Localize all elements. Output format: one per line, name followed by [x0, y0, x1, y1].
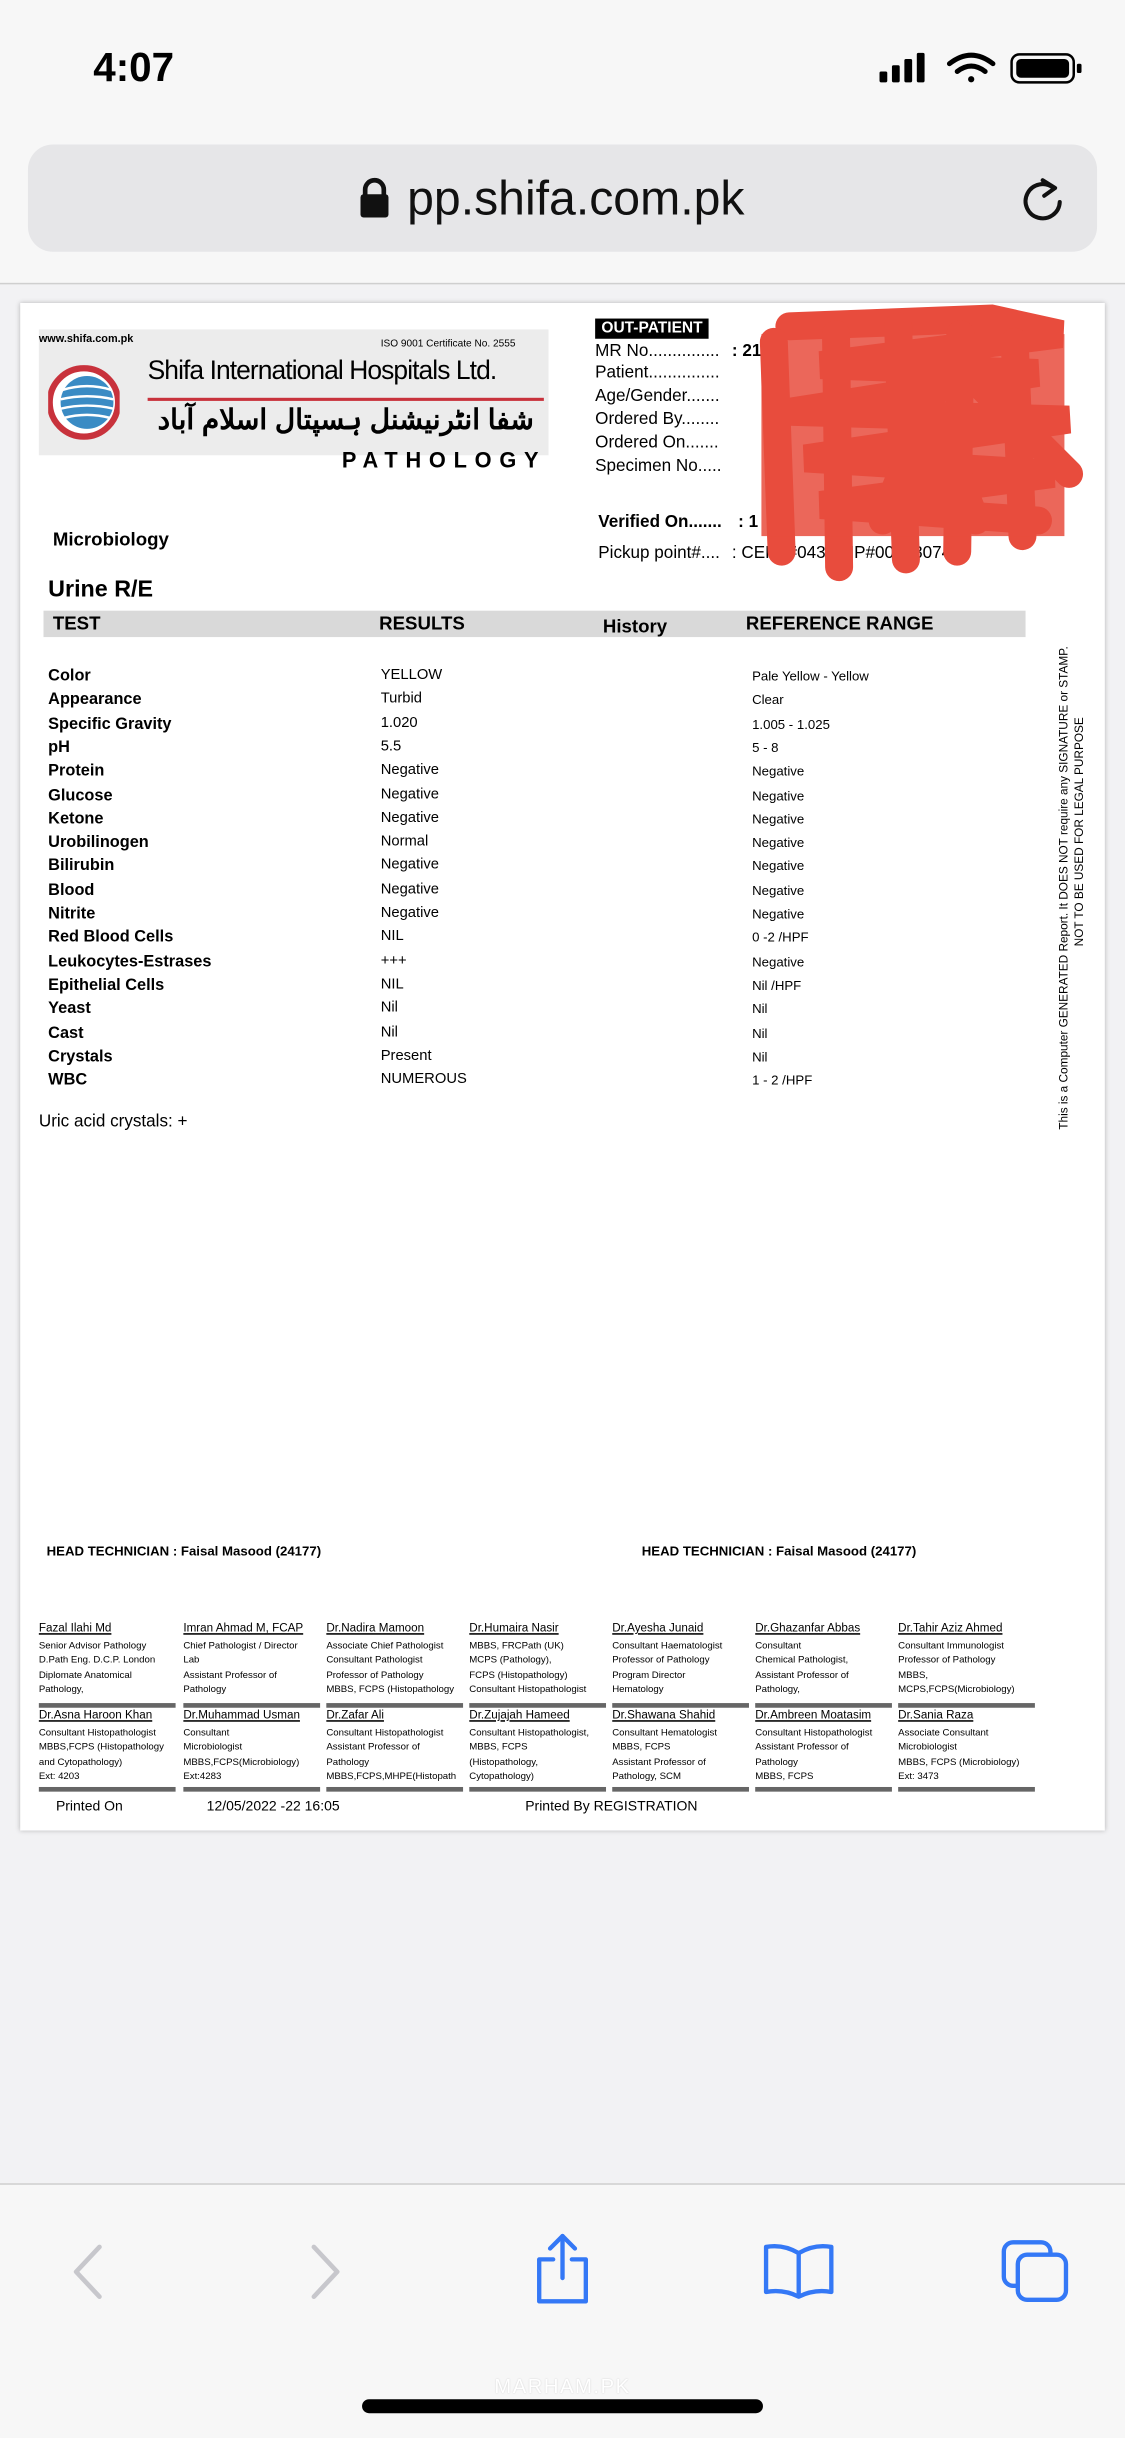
test-name: Specific Gravity: [48, 714, 172, 733]
logo-divider: [148, 398, 544, 401]
doctor-credentials: [469, 1639, 612, 1697]
doctor-entry: [755, 1621, 898, 1697]
lock-icon: [359, 177, 390, 219]
browser-chrome: [0, 0, 1125, 284]
doctor-credentials: [469, 1726, 612, 1784]
doctor-credentials: [183, 1639, 326, 1697]
test-reference: 1 - 2 /HPF: [752, 1072, 813, 1088]
test-reference: 0 -2 /HPF: [752, 929, 809, 946]
mr-no-value: 21: [742, 341, 762, 361]
test-result: 1.020: [380, 714, 418, 732]
test-result: Negative: [380, 904, 439, 922]
test-result: YELLOW: [380, 666, 443, 684]
column-history: History: [602, 615, 668, 638]
lab-report: www.shifa.com.pk ISO 9001 Certificate No. 2555 Shifa International Hospitals Ltd. شفا انٹرنیشنل ہسپتال اسلام آباد PATHOLOGY OUT-PATIENT MR No............... Patient............... Age/Gender....... Ordered By........ Ordered On....... Specimen No..... : 21 Verified On....... : 1 Pickup point#.... : CERT#0434 MP#00678074 Microbiology Urine R/E TEST RESULTS History REFERENCE RANGE Color YELLOW Pale Yellow - Yellow Appearance Turbid Clear Specific Gravity 1.020 1.005 - 1.025 pH 5.5 5 - 8 Protein Negative Negative Glucose Negative Negative Ketone Negative Negative Urobilinogen Normal Negative Bilirubin Negative Negative Blood Negative Negative Nitrite Negative Negative Red Blood Cells NIL 0 -2 /HPF Leukocytes-Estrases +++ Negative Epithelial Cells NIL Nil /HPF Yeast Nil Nil Cast Nil Nil Crystals Present Nil WBC NUMEROUS 1 - 2 /HPF Uric acid crystals: + This is a Computer GENERATED Report. It DOES NOT require any SIGNATURE or STAMP. NOT TO BE USED FOR LEGAL PURPOSE HEAD TECHNICIAN : Faisal Masood (24177) HEAD TECHNICIAN : Faisal Masood (24177) Fazal Ilahi Md Senior Advisor Pathology D.Path Eng. D.C.P. London Diplomate Anatomical Pathology, Imran Ahmad M, FCAP Chief Pathologist / Director Lab Assistant Professor of Pathology Dr.Nadira Mamoon Associate Chief Pathologist Consultant Pathologist Professor of Pathology MBBS, FCPS (Histopathology Dr.Humaira Nasir MBBS, FRCPath (UK) MCPS (Pathology), FCPS (Histopathology) Consultant Histopathologist Dr.Ayesha Junaid Consultant Haematologist Professor of Pathology Program Director Hematology Dr.Ghazanfar Abbas Consultant Chemical Pathologist, Assistant Professor of Pathology, Dr.Tahir Aziz Ahmed Consultant Immunologist Professor of Pathology MBBS, MCPS,FCPS(Microbiology) Dr.Asna Haroon Khan Consultant Histopathologist MBBS,FCPS (Histopathology and Cytopathology) Ext: 4203 Dr.Muhammad Usman Consultant Microbiologist MBBS,FCPS(Microbiology) Ext:4283 Dr.Zafar Ali Consultant Histopathologist Assistant Professor of Pathology MBBS,FCPS,MHPE(Histopath Dr.Zujajah Hameed Consultant Histopathologist, MBBS, FCPS (Histopathology, Cytopathology) Dr.Shawana Shahid Consultant Hematologist MBBS, FCPS Assistant Professor of Pathology, SCM Dr.Ambreen Moatasim Consultant Histopathologist Assistant Professor of Pathology MBBS, FCPS Dr.Sania Raza Associate Consultant Microbiologist MBBS, FCPS (Microbiology) Ext: 3473 Printed On 12/05/2022 -22 16:05 Printed By REGISTRATION: [20, 303, 1105, 1830]
credential-line: Consultant Histopathologist,: [469, 1727, 590, 1739]
credential-line: MBBS, FCPS (Histopathology: [326, 1684, 455, 1696]
doctor-credentials: [326, 1726, 469, 1784]
signature-line: [469, 1787, 606, 1792]
forward-icon[interactable]: [308, 2242, 345, 2301]
test-reference: Nil: [752, 1001, 768, 1017]
credential-line: Hematology: [612, 1684, 664, 1696]
section-title: Microbiology: [52, 528, 169, 551]
bookmarks-icon[interactable]: [761, 2241, 836, 2300]
doctor-name: Dr.Nadira Mamoon: [326, 1620, 425, 1635]
mr-no-label: MR No...............: [595, 341, 720, 361]
signature-line: [612, 1787, 749, 1792]
credential-line: MBBS,FCPS (Histopathology: [38, 1742, 164, 1754]
credential-line: Consultant Pathologist: [326, 1655, 423, 1667]
credential-line: Associate Chief Pathologist: [326, 1640, 444, 1652]
credential-line: MBBS, FCPS: [755, 1771, 814, 1783]
test-result: Nil: [380, 1023, 398, 1041]
doctor-entry: [755, 1708, 898, 1784]
globe-logo-icon: [48, 364, 119, 442]
doctor-credentials: [898, 1639, 1041, 1697]
credential-line: Chemical Pathologist,: [755, 1655, 849, 1667]
credential-line: Consultant Hematologist: [612, 1727, 718, 1739]
credential-line: Assistant Professor of: [183, 1669, 277, 1681]
test-name: Yeast: [48, 999, 91, 1019]
credential-line: Professor of Pathology: [612, 1655, 710, 1667]
signature-line: [183, 1787, 320, 1792]
test-name: Bilirubin: [48, 856, 115, 876]
ordered-by-label: Ordered By........: [595, 410, 720, 429]
credential-line: Assistant Professor of: [755, 1669, 849, 1681]
credential-line: Ext:4283: [183, 1771, 222, 1783]
credential-line: Assistant Professor of: [755, 1742, 849, 1754]
doctor-credentials: [612, 1639, 755, 1697]
doctor-entry: [39, 1708, 182, 1784]
test-reference: Negative: [752, 834, 805, 851]
test-result: NIL: [380, 928, 404, 946]
tabs-icon[interactable]: [999, 2238, 1070, 2303]
credential-line: Associate Consultant: [898, 1727, 989, 1739]
back-icon[interactable]: [68, 2242, 105, 2301]
doctor-name: Dr.Humaira Nasir: [469, 1620, 559, 1635]
credential-line: Consultant: [755, 1640, 802, 1652]
test-reference: Negative: [752, 953, 805, 970]
test-result: Normal: [380, 833, 429, 851]
signal-icon: [880, 53, 925, 83]
test-name: Crystals: [48, 1047, 113, 1066]
credential-line: MBBS, FCPS: [469, 1742, 528, 1754]
doctor-name: Dr.Ghazanfar Abbas: [755, 1620, 861, 1635]
test-reference: Negative: [752, 905, 805, 922]
doctor-entry: [469, 1708, 612, 1784]
test-result: Negative: [380, 761, 439, 779]
credential-line: Pathology,: [755, 1684, 800, 1696]
test-name: Urobilinogen: [48, 833, 149, 852]
test-reference: 5 - 8: [752, 739, 779, 756]
verified-on-label: Verified On.......: [598, 512, 722, 532]
test-name: Glucose: [48, 785, 113, 805]
test-name: Color: [48, 666, 91, 686]
head-technician-left: HEAD TECHNICIAN : Faisal Masood (24177): [46, 1543, 322, 1559]
test-result: Nil: [380, 999, 398, 1017]
doctor-credentials: [183, 1726, 326, 1784]
test-result: Negative: [380, 856, 439, 874]
test-reference: Negative: [752, 787, 805, 803]
pickup-value: CERT#0434 MP#00678074: [741, 543, 952, 563]
test-reference: Negative: [752, 810, 805, 827]
credential-line: MBBS, FRCPath (UK): [469, 1640, 564, 1652]
doctor-entry: [39, 1621, 182, 1697]
share-icon[interactable]: [533, 2231, 592, 2306]
hospital-name-urdu: شفا انٹرنیشنل ہسپتال اسلام آباد: [157, 404, 534, 436]
table-header: [44, 611, 1026, 637]
disclaimer-line-2: NOT TO BE USED FOR LEGAL PURPOSE: [1072, 717, 1087, 947]
signature-line: [755, 1787, 892, 1792]
patient-label: Patient...............: [595, 363, 720, 383]
credential-line: Cytopathology): [469, 1771, 534, 1783]
test-result: NUMEROUS: [380, 1070, 467, 1088]
credential-line: Pathology: [183, 1684, 227, 1696]
credential-line: Program Director: [612, 1669, 686, 1681]
credential-line: (Histopathology,: [469, 1756, 539, 1768]
doctor-entry: [612, 1621, 755, 1697]
test-result: NIL: [380, 975, 404, 993]
test-reference: 1.005 - 1.025: [752, 715, 830, 732]
test-name: pH: [48, 737, 70, 757]
credential-line: and Cytopathology): [38, 1756, 123, 1768]
test-reference: Negative: [752, 858, 805, 874]
doctor-name: Dr.Muhammad Usman: [183, 1707, 300, 1722]
test-name: Leukocytes-Estrases: [48, 951, 212, 971]
doctor-name: Dr.Zafar Ali: [326, 1707, 384, 1722]
doctor-name: Dr.Zujajah Hameed: [469, 1707, 570, 1722]
doctor-credentials: [326, 1639, 469, 1697]
credential-line: Consultant Haematologist: [612, 1640, 723, 1652]
credential-line: MBBS,FCPS,MHPE(Histopath: [326, 1771, 457, 1783]
doctor-name: Fazal Ilahi Md: [38, 1620, 112, 1635]
test-result: +++: [380, 951, 407, 970]
credential-line: Consultant Histopathologist: [326, 1727, 444, 1739]
printed-on-value: 12/05/2022 -22 16:05: [206, 1797, 340, 1814]
doctor-entry: [612, 1708, 755, 1784]
credential-line: Lab: [183, 1655, 200, 1667]
ordered-on-label: Ordered On.......: [595, 433, 719, 453]
signature-line: [898, 1787, 1035, 1792]
test-reference: Nil /HPF: [752, 977, 802, 993]
website-text: www.shifa.com.pk: [38, 334, 134, 345]
specimen-no-label: Specimen No.....: [595, 456, 722, 476]
doctor-name: Dr.Asna Haroon Khan: [38, 1707, 153, 1722]
head-technician-right: HEAD TECHNICIAN : Faisal Masood (24177): [641, 1543, 917, 1559]
printed-on-label: Printed On: [55, 1797, 123, 1814]
doctor-entry: [898, 1708, 1041, 1784]
credential-line: Pathology, SCM: [612, 1771, 681, 1783]
test-name: Nitrite: [48, 904, 96, 924]
credential-line: MCPS,FCPS(Microbiology): [898, 1684, 1015, 1696]
credential-line: Senior Advisor Pathology: [38, 1640, 147, 1652]
doctor-name: Dr.Shawana Shahid: [612, 1707, 716, 1722]
credential-line: D.Path Eng. D.C.P. London: [38, 1655, 156, 1667]
credential-line: Consultant Histopathologist: [38, 1727, 156, 1739]
test-name: Epithelial Cells: [48, 975, 165, 995]
test-title: Urine R/E: [48, 576, 154, 603]
doctor-name: Imran Ahmad M, FCAP: [183, 1620, 304, 1635]
test-name: Appearance: [48, 690, 142, 710]
doctor-entry: [898, 1621, 1041, 1697]
reload-icon[interactable]: [1019, 176, 1066, 223]
test-name: Blood: [48, 880, 95, 900]
disclaimer: [1057, 646, 1088, 1130]
doctor-entry: [183, 1621, 326, 1697]
pickup-label: Pickup point#....: [598, 543, 720, 563]
credential-line: FCPS (Histopathology): [469, 1669, 568, 1681]
battery-icon: [1012, 54, 1082, 82]
test-reference: Pale Yellow - Yellow: [752, 668, 869, 684]
credential-line: MCPS (Pathology),: [469, 1655, 552, 1667]
doctor-credentials: [755, 1639, 898, 1697]
credential-line: Consultant Histopathologist: [469, 1684, 587, 1696]
redaction-scribble: [727, 303, 1108, 583]
browser-toolbar: [0, 2183, 1125, 2438]
credential-line: Pathology,: [38, 1684, 84, 1696]
age-gender-label: Age/Gender.......: [595, 386, 720, 406]
verified-on-value: 1: [748, 512, 759, 532]
test-reference: Negative: [752, 763, 805, 779]
test-result: Negative: [380, 785, 439, 803]
patient-type-badge: OUT-PATIENT: [595, 319, 709, 339]
credential-line: Pathology: [326, 1756, 370, 1768]
test-result: 5.5: [380, 737, 402, 756]
test-reference: Nil: [752, 1024, 768, 1041]
credential-line: Chief Pathologist / Director: [183, 1640, 298, 1652]
credential-line: Microbiologist: [898, 1742, 957, 1754]
credential-line: Ext: 4203: [38, 1771, 80, 1783]
credential-line: MBBS, FCPS: [612, 1742, 671, 1754]
credential-line: Professor of Pathology: [898, 1655, 996, 1667]
credential-line: Microbiologist: [183, 1742, 243, 1754]
test-reference: Clear: [752, 691, 784, 708]
test-name: Protein: [48, 761, 105, 781]
doctor-name: Dr.Ayesha Junaid: [612, 1620, 704, 1635]
credential-line: Consultant: [183, 1727, 230, 1739]
credential-line: Diplomate Anatomical: [38, 1669, 132, 1681]
doctor-entry: [183, 1708, 326, 1784]
printed-by: Printed By REGISTRATION: [525, 1797, 698, 1814]
test-result: Negative: [380, 880, 439, 898]
comment-text: Uric acid crystals: +: [38, 1112, 188, 1132]
doctor-entry: [326, 1621, 469, 1697]
credential-line: Pathology: [755, 1756, 798, 1768]
doctor-credentials: [898, 1726, 1041, 1784]
credential-line: Consultant Histopathologist: [755, 1727, 873, 1739]
column-results: RESULTS: [379, 612, 465, 634]
credential-line: Consultant Immunologist: [898, 1640, 1004, 1652]
department-title: PATHOLOGY: [341, 447, 547, 473]
status-time: 4:07: [93, 43, 175, 91]
test-reference: Nil: [752, 1048, 768, 1065]
credential-line: Assistant Professor of: [612, 1756, 706, 1768]
hospital-name: Shifa International Hospitals Ltd.: [147, 355, 497, 386]
column-reference: REFERENCE RANGE: [745, 612, 934, 634]
column-test: TEST: [52, 612, 101, 634]
doctor-name: Dr.Sania Raza: [898, 1707, 974, 1722]
wifi-icon: [949, 55, 993, 82]
watermark: MARHAM.PK: [494, 2374, 631, 2398]
test-name: Red Blood Cells: [48, 928, 174, 947]
doctor-credentials: [755, 1726, 898, 1784]
signature-line: [39, 1787, 176, 1792]
status-icons: [880, 51, 1085, 85]
doctor-credentials: [39, 1726, 182, 1784]
credential-line: MBBS,FCPS(Microbiology): [183, 1756, 300, 1768]
test-result: Turbid: [380, 690, 423, 708]
test-result: Negative: [380, 809, 439, 827]
url-text: pp.shifa.com.pk: [407, 170, 745, 226]
test-name: Ketone: [48, 809, 104, 828]
doctor-name: Dr.Ambreen Moatasim: [755, 1707, 872, 1722]
credential-line: MBBS,: [898, 1669, 929, 1681]
test-name: Cast: [48, 1023, 84, 1042]
disclaimer-line-1: This is a Computer GENERATED Report. It DOES NOT require any SIGNATURE or STAMP.: [1056, 646, 1071, 1130]
signature-line: [326, 1787, 463, 1792]
test-reference: Negative: [752, 882, 805, 898]
doctor-name: Dr.Tahir Aziz Ahmed: [898, 1620, 1003, 1635]
doctor-entry: [326, 1708, 469, 1784]
test-name: WBC: [48, 1070, 88, 1090]
doctor-credentials: [39, 1639, 182, 1697]
iso-text: ISO 9001 Certificate No. 2555: [380, 338, 516, 350]
credential-line: Professor of Pathology: [326, 1669, 424, 1681]
doctor-entry: [469, 1621, 612, 1697]
test-result: Present: [380, 1047, 432, 1065]
home-indicator[interactable]: [362, 2399, 763, 2413]
credential-line: Assistant Professor of: [326, 1742, 420, 1754]
credential-line: Ext: 3473: [898, 1771, 939, 1783]
hospital-logo: [39, 329, 549, 455]
credential-line: MBBS, FCPS (Microbiology): [898, 1756, 1020, 1768]
doctor-credentials: [612, 1726, 755, 1784]
